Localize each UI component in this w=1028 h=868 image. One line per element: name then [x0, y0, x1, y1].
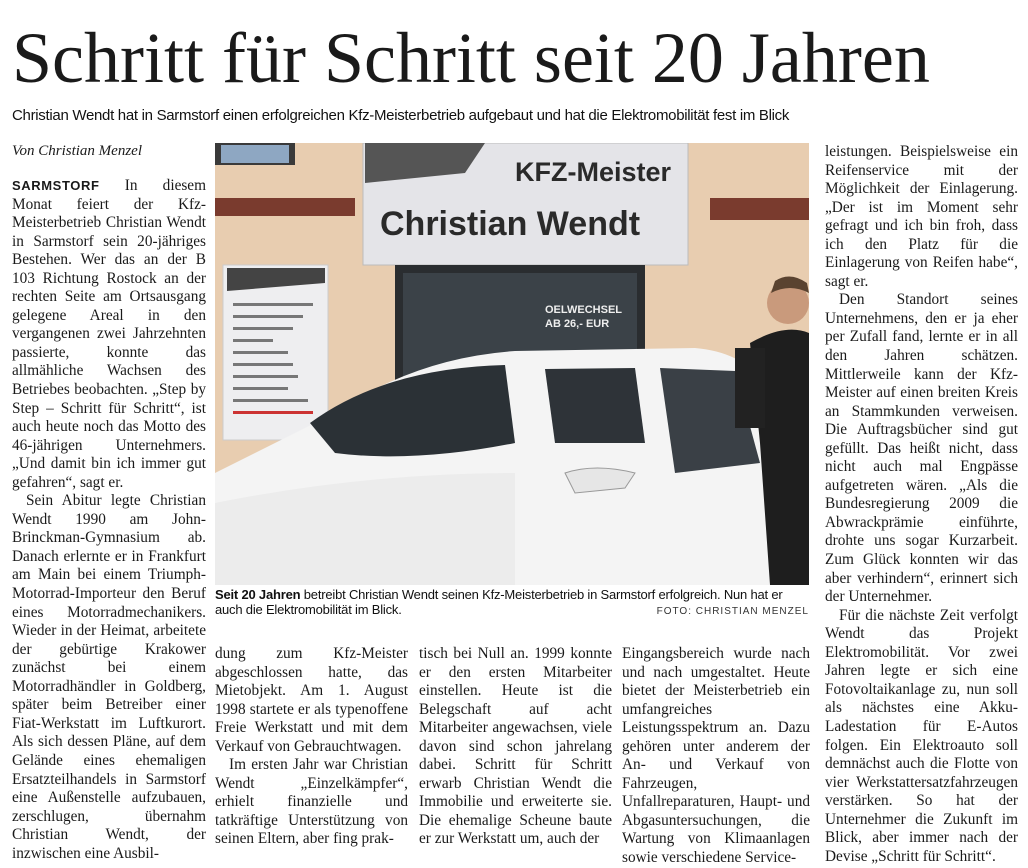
- caption-lead: Seit 20 Jahren: [215, 587, 301, 602]
- paragraph-text: In diesem Monat feiert der Kfz-Meisterbetrieb Christian Wendt in Sarmstorf sein 20-jähriges Bestehen. Wer das an der B 103 Richtung Rostock an der rechten Seite am Ortsausgang gelegene Areal in den vergangenen zwei Jahrzehnten passierte, konnte das allmähliche Wachsen des Betriebes beobachten. „Step by Step – Schritt für Schritt“, ist auch heute noch das Motto des 46-jährigen Unternehmers. „Und damit bin ich immer gut gefahren“, sagt er.: [12, 177, 206, 491]
- dateline: SARMSTORF: [12, 178, 100, 193]
- paragraph: Im ersten Jahr war Christian Wendt „Einzelkämpfer“, erhielt finanzielle und tatkräftige Unterstützung von seinen Eltern, aber fing prak-: [215, 756, 408, 848]
- sign-text: Christian Wendt: [380, 205, 641, 243]
- article-column-3: [419, 645, 612, 849]
- article-column-2: [215, 645, 408, 849]
- headline: Schritt für Schritt seit 20 Jahren: [12, 18, 930, 98]
- photo-credit: FOTO: CHRISTIAN MENZEL: [656, 606, 809, 617]
- paragraph: [12, 177, 206, 492]
- article-column-4: [622, 645, 810, 868]
- paragraph: Sein Abitur legte Christian Wendt 1990 am John-Brinckman-Gymnasium ab. Danach erlernte er in Frankfurt am Main bei einem Triumph-Motorrad-Importeur den Beruf eines Motorradmechanikers. Wieder in der Heimat, arbeitete der gebürtige Krakower zunächst bei einem Motorradhändler in Goldberg, später beim Betreiber einer Fiat-Werkstatt im Luftkurort. Als sich dessen Pläne, auf dem Gelände eines ehemaligen Ersatzteilhandels in Sarmstorf eine Außenstelle aufzubauen, zerschlugen, übernahm Christian Wendt, der inzwischen eine Ausbil-: [12, 492, 206, 862]
- subheadline: Christian Wendt hat in Sarmstorf einen erfolgreichen Kfz-Meisterbetrieb aufgebaut und hat die Elektromobilität fest im Blick: [12, 107, 790, 124]
- article-column-5: [825, 143, 1018, 866]
- caption-text: betreibt Christian Wendt seinen Kfz-Meisterbetrieb in Sarmstorf erfolgreich. Nun hat er auch die Elektromobilität im Blick.: [215, 587, 783, 617]
- window-text: AB 26,- EUR: [545, 318, 610, 330]
- photo-caption: [215, 587, 809, 619]
- byline: Von Christian Menzel: [12, 143, 142, 159]
- article-column-1: [12, 177, 206, 863]
- photo-workshop-car: [215, 143, 809, 585]
- paragraph: dung zum Kfz-Meister abgeschlossen hatte, das Mietobjekt. Am 1. August 1998 startete er als typenoffene Freie Werkstatt und mit dem Verkauf von Gebrauchtwagen.: [215, 645, 408, 755]
- paragraph: leistungen. Beispielsweise ein Reifenservice mit der Möglichkeit der Einlagerung. „Der ist im Moment sehr gefragt und ich bin froh, dass ich den Platz für die Einlagerung von Reifen habe“, sagt er.: [825, 143, 1018, 290]
- paragraph: Eingangsbereich wurde nach und nach umgestaltet. Heute bietet der Meisterbetrieb ein umfangreiches Leistungsspektrum an. Dazu gehören unter anderem der An- und Verkauf von Fahrzeugen, Unfallreparaturen, Haupt- und Abgasuntersuchungen, die Wartung von Klimaanlagen sowie verschiedene Service-: [622, 645, 810, 867]
- paragraph: Für die nächste Zeit verfolgt Wendt das Projekt Elektromobilität. Vor zwei Jahren legte er sich eine Fotovoltaikanlage zu, nun soll als nächstes eine Akku-Ladestation für E-Autos folgen. Ein Elektroauto soll demnächst auch die Flotte von vier Werkstattersatzfahrzeugen verstärken. So hat der Unternehmer die Zukunft im Blick, aber immer nach der Devise „Schritt für Schritt“.: [825, 606, 1018, 865]
- paragraph: tisch bei Null an. 1999 konnte er den ersten Mitarbeiter einstellen. Heute ist die Belegschaft auf acht Mitarbeiter angewachsen, viele davon sind schon jahrelang dabei. Schritt für Schritt erwarb Christian Wendt die Immobilie und erweiterte sie. Die ehemalige Scheune baute er zur Werkstatt um, auch der: [419, 645, 612, 848]
- window-text: OELWECHSEL: [545, 304, 623, 316]
- paragraph: Den Standort seines Unternehmens, den er ja eher per Zufall fand, lernte er in all den Jahren schätzen. Mittlerweile kann der Kfz-Meister auf einen breiten Kreis an Stammkunden verweisen. Die Auftragsbücher sind gut gefüllt. Das heißt nicht, dass nicht auch mal Engpässe aufgetreten wären. „Als die Bundesregierung 2009 die Abwrackprämie einführte, drohte uns sogar Kurzarbeit. Zum Glück konnten wir das aber verhindern“, erinnert sich der Unternehmer.: [825, 291, 1018, 606]
- article-photo: [215, 143, 809, 585]
- sign-text: KFZ-Meister: [515, 157, 672, 187]
